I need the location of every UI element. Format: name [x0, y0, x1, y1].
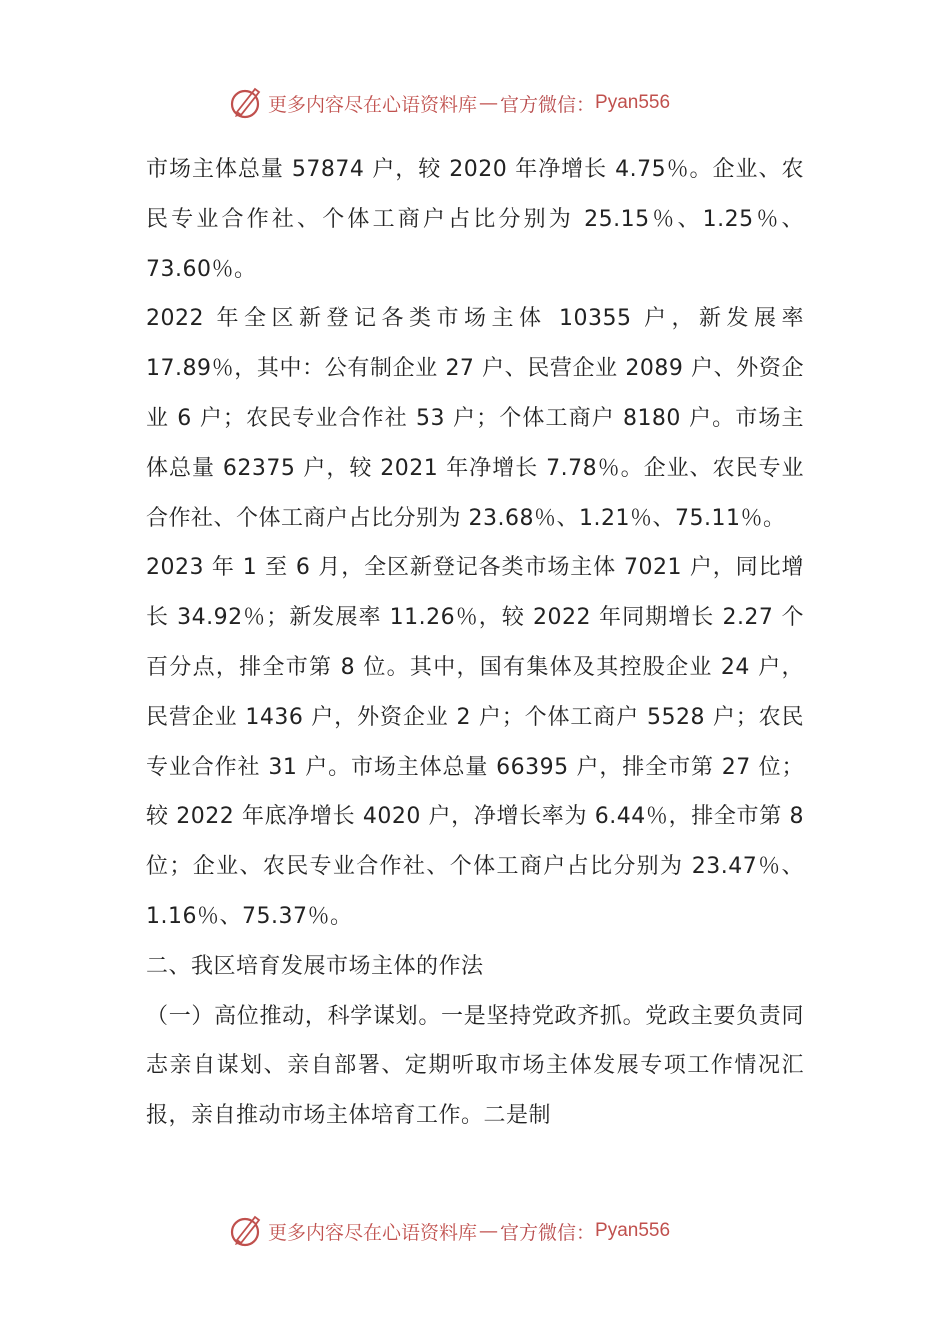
watermark-dash: — — [479, 1220, 499, 1242]
pen-logo-icon — [228, 85, 264, 121]
watermark-main-text: 更多内容尽在心语资料库 — [268, 93, 478, 116]
section-heading-practices: 二、我区培育发展市场主体的作法 — [146, 953, 484, 979]
paragraph-2023-h1-registrations: 2023 年 1 至 6 月，全区新登记各类市场主体 7021 户，同比增长 34.92％；新发展率 11.26％，较 2022 年同期增长 2.27 个百分点，排全市第 8 位。其中，国有集体及其控股企业 24 户，民营企业 1436 户，外资企业 2 户；个体工商户 5528 户；农民专业合作社 31 户。市场主体总量 66395 户，排全市第 27 位；较 2022 年底净增长 4020 户，净增长率为 6.44％，排全市第 8 位；企业、农民专业合作社、个体工商户占比分别为 23.47％、1.16％、75.37％。 — [146, 555, 804, 929]
header-watermark — [228, 83, 670, 123]
watermark-wechat-label: 官方微信： — [500, 93, 596, 116]
watermark-main-text: 更多内容尽在心语资料库 — [268, 1221, 478, 1244]
watermark-wechat-label: 官方微信： — [500, 1221, 596, 1244]
paragraph-2021-summary: 市场主体总量 57874 户，较 2020 年净增长 4.75％。企业、农民专业合作社、个体工商户占比分别为 25.15％、1.25％、73.60％。 — [146, 157, 804, 282]
watermark-dash: — — [479, 92, 499, 114]
footer-watermark — [228, 1211, 670, 1251]
watermark-wechat-id: Pyan556 — [595, 92, 671, 113]
paragraph-high-level-push: （一）高位推动，科学谋划。一是坚持党政齐抓。党政主要负责同志亲自谋划、亲自部署、定期听取市场主体发展专项工作情况汇报，亲自推动市场主体培育工作。二是制 — [146, 1003, 804, 1129]
paragraph-2022-registrations: 2022 年全区新登记各类市场主体 10355 户，新发展率 17.89％，其中：公有制企业 27 户、民营企业 2089 户、外资企业 6 户；农民专业合作社 53 户；个体工商户 8180 户。市场主体总量 62375 户，较 2021 年净增长 7.78％。企业、农民专业合作社、个体工商户占比分别为 23.68％、1.21％、75.11％。 — [146, 306, 804, 531]
watermark-wechat-id: Pyan556 — [595, 1220, 671, 1241]
document-body — [146, 145, 804, 1141]
pen-logo-icon — [228, 1213, 264, 1249]
